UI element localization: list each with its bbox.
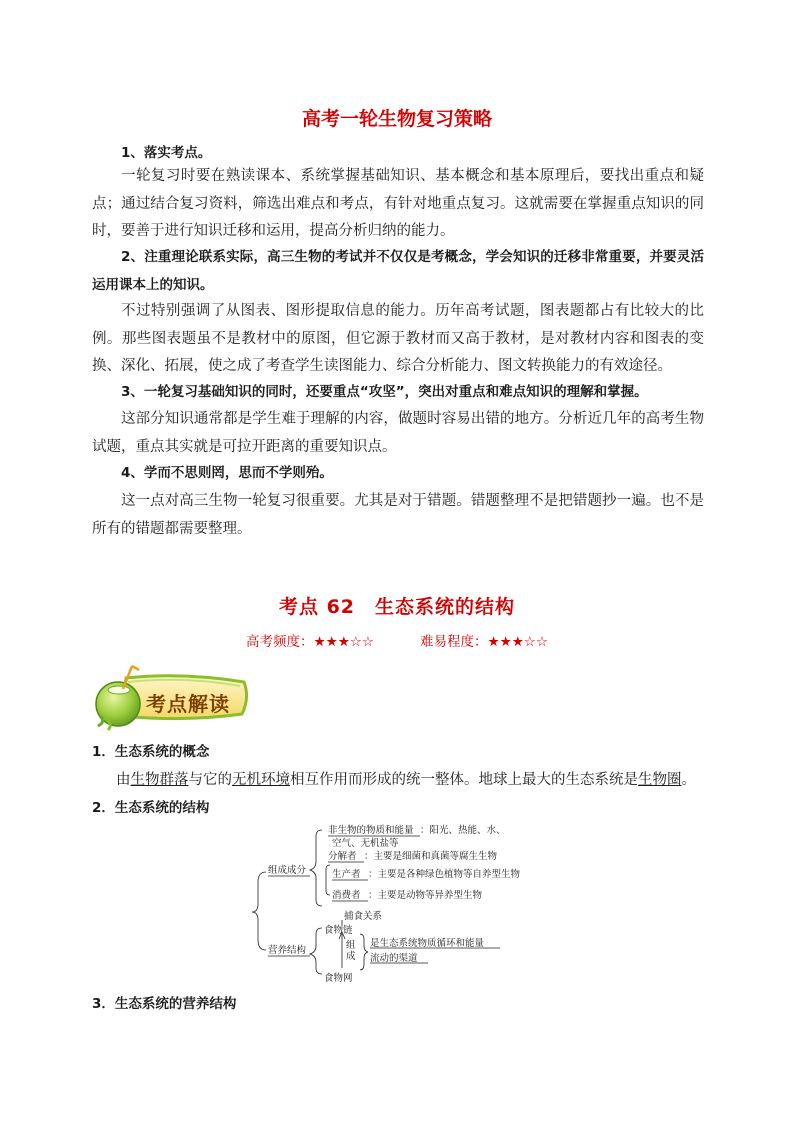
difficulty-meta [0, 630, 794, 650]
item-1-title: 1．生态系统的概念 [92, 744, 210, 760]
difficulty-stars: ★★★☆☆ [487, 634, 549, 650]
diagram-food-chain: 食物链 [324, 925, 353, 936]
svg-text:成: 成 [346, 951, 356, 962]
difficulty-label: 难易程度： [420, 634, 488, 650]
svg-text:流动的渠道: 流动的渠道 [370, 953, 418, 964]
page-title: 高考一轮生物复习策略 [301, 108, 492, 130]
diagram-predation: 捕食关系 [344, 911, 383, 922]
paragraph-1-body: 一轮复习时要在熟读课本、系统掌握基础知识、基本概念和基本原理后，要找出重点和疑点；通过结合复习资料，筛选出难点和考点，有针对地重点复习。这就需要在掌握重点知识的同时，要善于进行知识迁移和运用，提高分析归纳的能力。 [92, 168, 704, 239]
paragraph-3-body: 这部分知识通常都是学生难于理解的内容，做题时容易出错的地方。分析近几年的高考生物试题，重点其实就是可拉开距离的重要知识点。 [92, 411, 704, 455]
paragraph-3-heading: 3、一轮复习基础知识的同时，还要重点“攻坚”，突出对重点和难点知识的理解和掌握。 [121, 384, 648, 400]
section-title: 考点 62 生态系统的结构 [278, 596, 516, 618]
svg-text:：主要是细菌和真菌等腐生生物: ：主要是细菌和真菌等腐生生物 [364, 851, 498, 862]
svg-text:：阳光、热能、水、: ：阳光、热能、水、 [420, 825, 506, 836]
frequency-label: 高考频度： [245, 634, 314, 650]
diagram-composition: 组成成分 [268, 865, 307, 876]
svg-text:：主要是动物等异养型生物: ：主要是动物等异养型生物 [368, 890, 483, 901]
diagram-decomposer: 分解者 [328, 851, 357, 862]
paragraph-1-heading: 1、落实考点。 [121, 145, 212, 161]
paragraph-2-body: 不过特别强调了从图表、图形提取信息的能力。历年高考试题，图表题都占有比较大的比例。那些图表题虽不是教材中的原图，但它源于教材而又高于教材，是对教材内容和图表的变换、深化、拓展，使之成了考查学生读图能力、综合分析能力、图文转换能力的有效途径。 [92, 303, 704, 374]
diagram-food-web: 食物网 [324, 973, 353, 984]
item-3-title: 3．生态系统的营养结构 [92, 996, 237, 1012]
svg-text:：主要是各种绿色植物等自养型生物: ：主要是各种绿色植物等自养型生物 [368, 869, 521, 880]
badge-label: 考点解读 [146, 692, 230, 716]
diagram-channel: 是生态系统物质循环和能量 [370, 938, 485, 949]
diagram-producer: 生产者 [332, 869, 361, 880]
svg-text:空气、无机盐等: 空气、无机盐等 [332, 838, 399, 849]
item-2-title: 2．生态系统的结构 [92, 800, 210, 816]
svg-text:组: 组 [346, 940, 356, 951]
diagram-abiotic: 非生物的物质和能量 [328, 825, 414, 836]
paragraph-4-heading: 4、学而不思则罔，思而不学则殆。 [121, 465, 333, 481]
diagram-nutrition: 营养结构 [268, 945, 307, 956]
paragraph-4-body: 这一点对高三生物一轮复习很重要。尤其是对于错题。错题整理不是把错题抄一遍。也不是所有的错题都需要整理。 [92, 493, 704, 537]
paragraph-2-heading: 2、注重理论联系实际，高三生物的考试并不仅仅是考概念，学会知识的迁移非常重要，并要灵活运用课本上的知识。 [92, 249, 704, 293]
frequency-stars: ★★★☆☆ [313, 634, 374, 650]
ecosystem-structure-diagram [250, 822, 550, 984]
diagram-consumer: 消费者 [332, 890, 361, 901]
item-1-body: 由生物群落与它的无机环境相互作用而形成的统一整体。地球上最大的生态系统是生物圈。 [116, 772, 696, 788]
